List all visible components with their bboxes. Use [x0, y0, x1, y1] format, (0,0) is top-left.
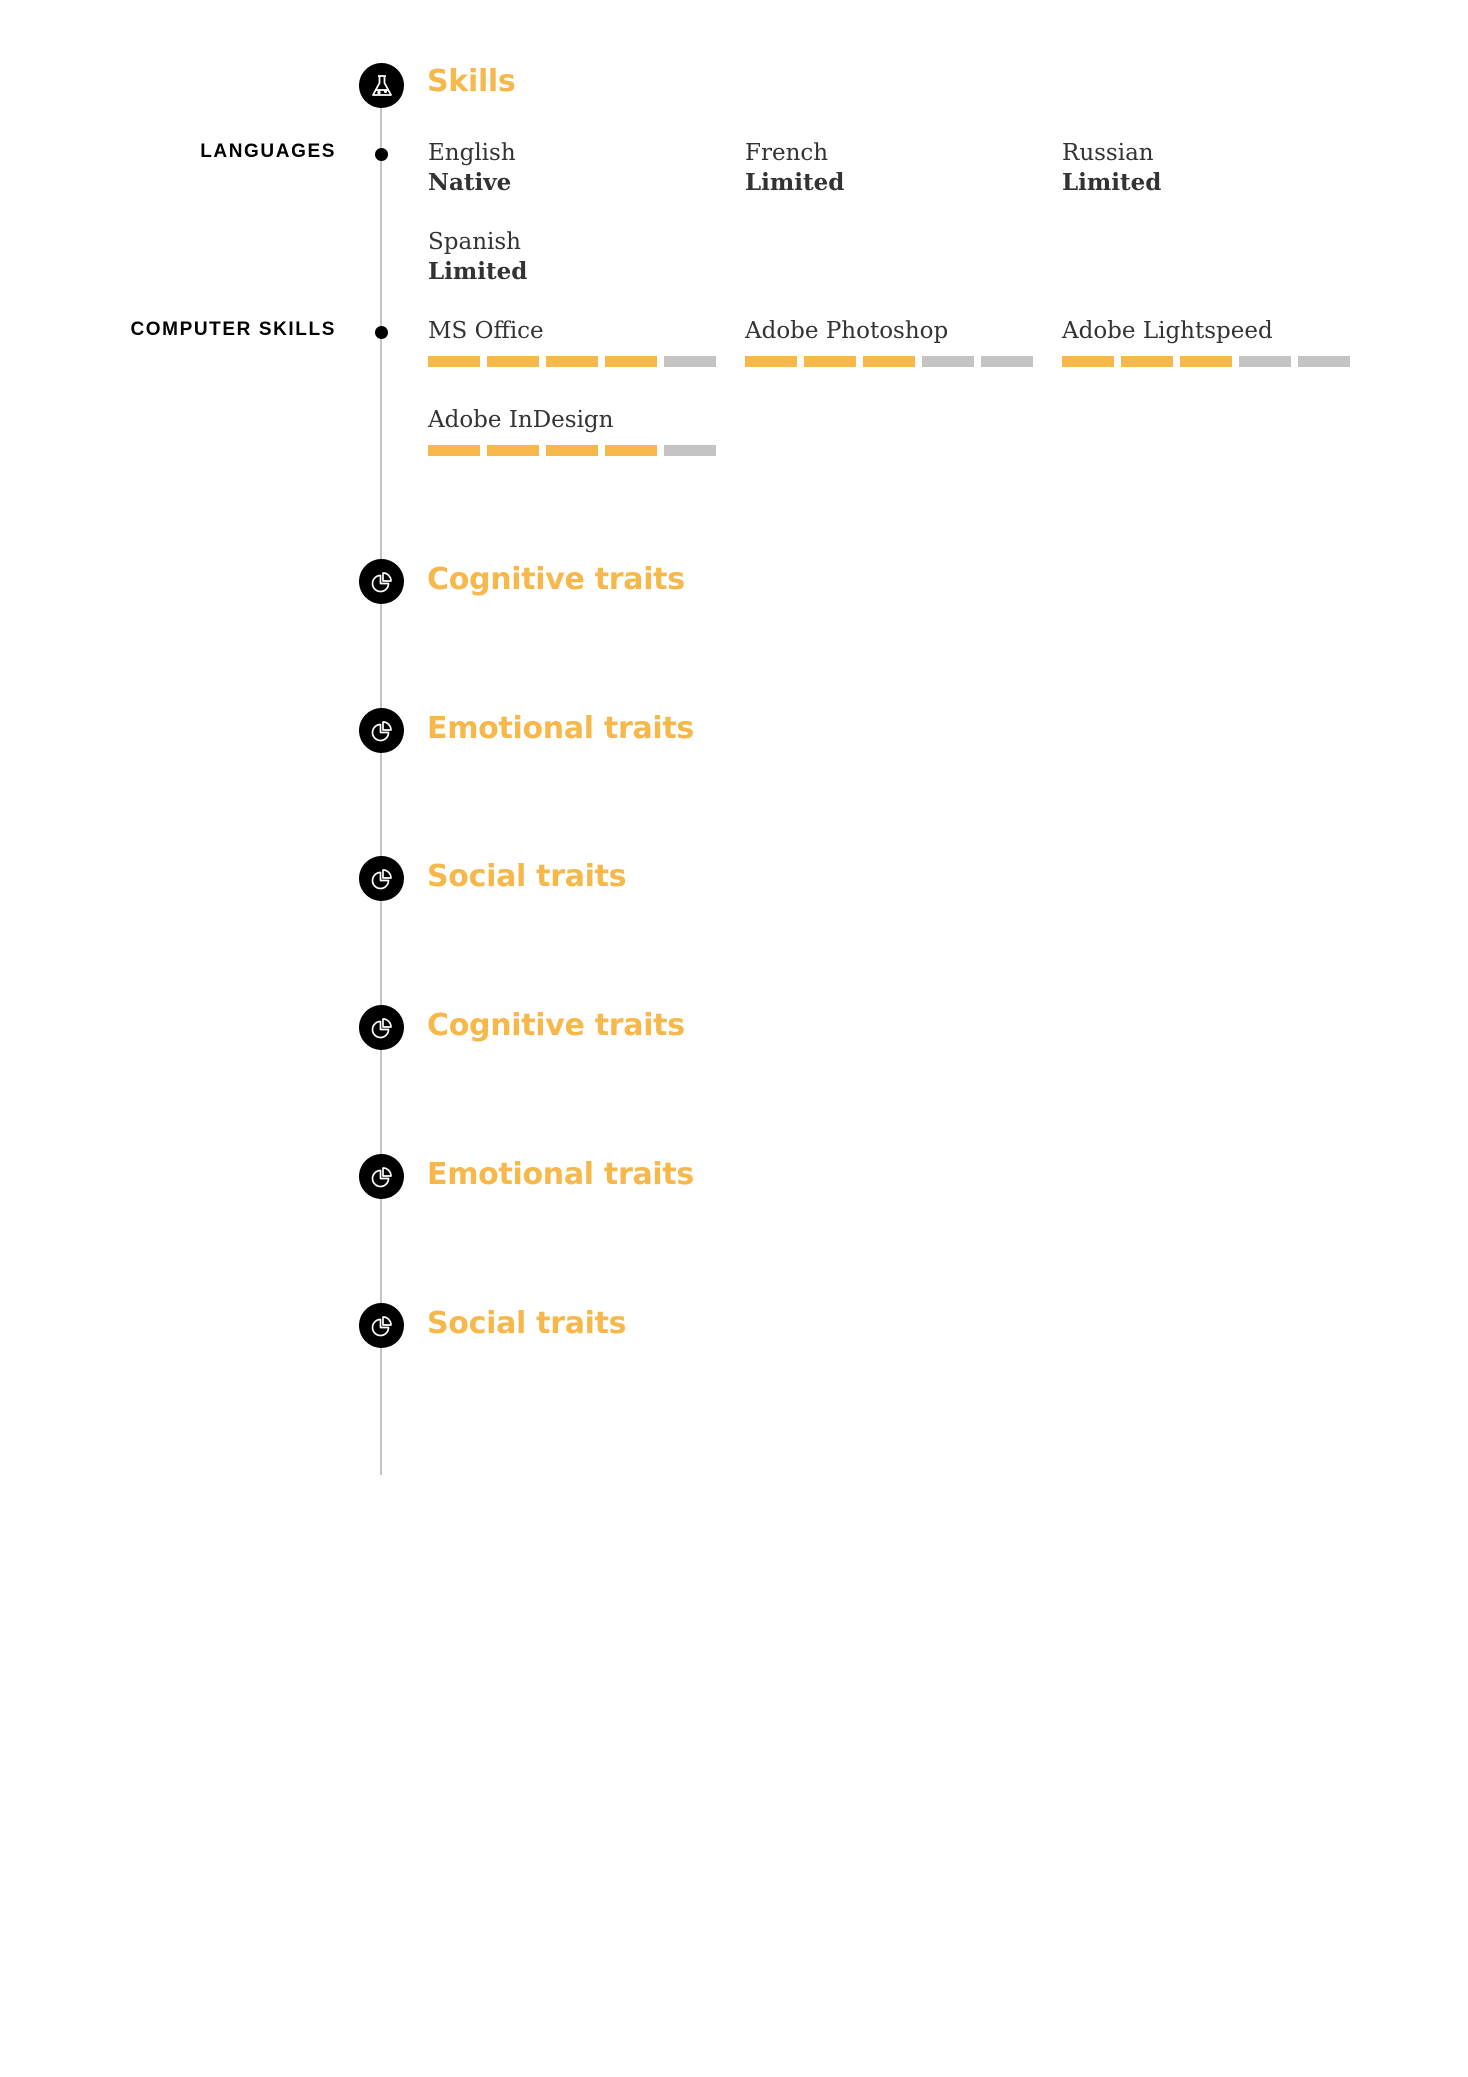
rating-bar-filled	[605, 445, 657, 456]
rating-bar-filled	[745, 356, 797, 367]
rating-bar-filled	[1180, 356, 1232, 367]
language-item	[428, 228, 527, 286]
language-name: French	[745, 140, 829, 166]
rating-bar-empty	[664, 445, 716, 456]
rating-bar-filled	[804, 356, 856, 367]
timeline-line	[380, 85, 382, 1475]
rating-bar-empty	[922, 356, 974, 367]
pie-chart-icon	[359, 1154, 404, 1199]
language-item	[428, 139, 516, 197]
section-title-trait: Social traits	[427, 859, 627, 894]
row-dot	[375, 148, 388, 161]
rating-bar-filled	[863, 356, 915, 367]
rating-bar-filled	[487, 356, 539, 367]
computer-skills-label: COMPUTER SKILLS	[130, 319, 336, 340]
section-title-trait: Emotional traits	[427, 1157, 694, 1192]
language-level: Limited	[428, 258, 528, 285]
computer-skill-item	[428, 406, 716, 456]
rating-bar-empty	[1239, 356, 1291, 367]
rating-bar-empty	[664, 356, 716, 367]
pie-chart-icon	[359, 856, 404, 901]
language-level: Limited	[745, 169, 845, 196]
pie-chart-icon	[359, 1005, 404, 1050]
section-title-trait: Emotional traits	[427, 711, 694, 746]
row-dot	[375, 326, 388, 339]
flask-icon	[359, 63, 404, 108]
section-title-skills: Skills	[427, 64, 516, 99]
skill-rating	[745, 356, 1033, 367]
skill-rating	[428, 445, 716, 456]
section-title-trait: Cognitive traits	[427, 562, 685, 597]
rating-bar-filled	[546, 356, 598, 367]
rating-bar-filled	[487, 445, 539, 456]
language-name: Russian	[1062, 140, 1154, 166]
section-title-trait: Social traits	[427, 1306, 627, 1341]
skill-name: Adobe InDesign	[428, 407, 614, 433]
pie-chart-icon	[359, 559, 404, 604]
rating-bar-filled	[546, 445, 598, 456]
language-item	[745, 139, 844, 197]
skill-rating	[428, 356, 716, 367]
language-name: English	[428, 140, 516, 166]
skill-name: Adobe Lightspeed	[1062, 318, 1273, 344]
language-item	[1062, 139, 1161, 197]
skill-name: MS Office	[428, 318, 544, 344]
language-level: Limited	[1062, 169, 1162, 196]
languages-label: LANGUAGES	[200, 141, 336, 162]
rating-bar-filled	[428, 356, 480, 367]
rating-bar-filled	[428, 445, 480, 456]
pie-chart-icon	[359, 708, 404, 753]
computer-skill-item	[428, 317, 716, 367]
rating-bar-filled	[605, 356, 657, 367]
skill-rating	[1062, 356, 1350, 367]
computer-skill-item	[1062, 317, 1350, 367]
language-level: Native	[428, 169, 512, 196]
skill-name: Adobe Photoshop	[745, 318, 949, 344]
computer-skill-item	[745, 317, 1033, 367]
rating-bar-filled	[1062, 356, 1114, 367]
rating-bar-empty	[981, 356, 1033, 367]
language-name: Spanish	[428, 229, 521, 255]
rating-bar-empty	[1298, 356, 1350, 367]
rating-bar-filled	[1121, 356, 1173, 367]
section-title-trait: Cognitive traits	[427, 1008, 685, 1043]
pie-chart-icon	[359, 1303, 404, 1348]
